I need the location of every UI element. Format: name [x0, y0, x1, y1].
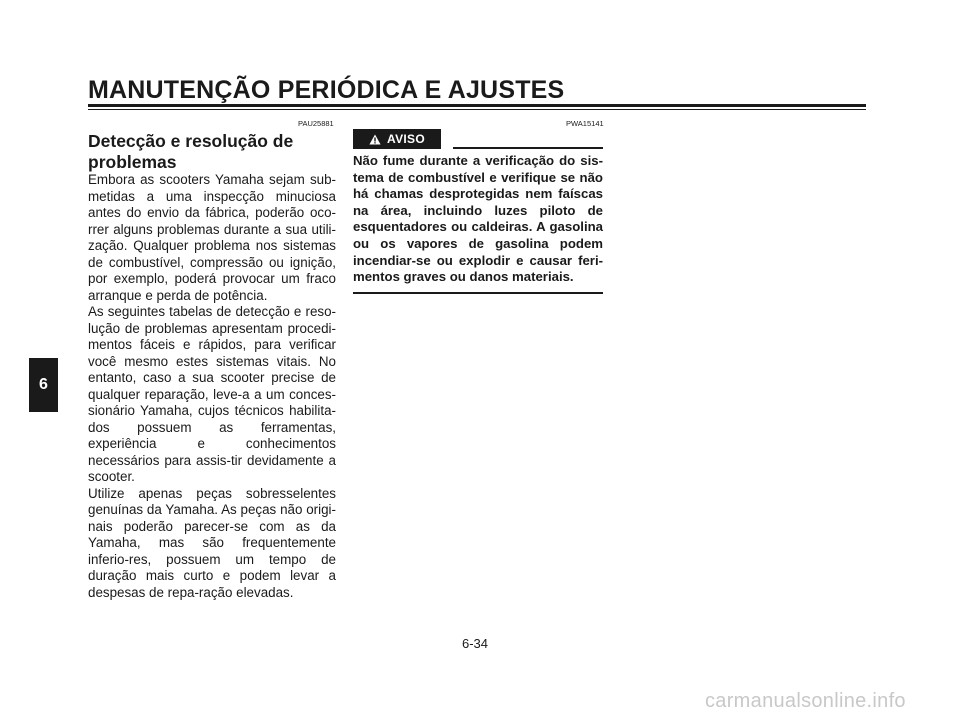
warning-label: AVISO	[387, 132, 425, 146]
paragraph: Utilize apenas peças sobresselentes genuínas da Yamaha. As peças não origi-nais poderão parecer-se com as da Yamaha, mas são frequentemente inferio-res, possuem um tempo de duração mais curto e podem levar a despesas de repa-ração elevadas.	[88, 485, 336, 600]
chapter-tab-label: 6	[39, 376, 48, 393]
title-rule-thin	[88, 109, 866, 110]
section-heading: Detecção e resolução de problemas	[88, 131, 294, 172]
warning-bottom-rule	[353, 292, 603, 294]
paragraph: As seguintes tabelas de detecção e reso-lução de problemas apresentam procedi-mentos fáceis e rápidos, para verificar você mesmo estes sistemas vitais. No entanto, caso a sua scooter precise de qualquer reparação, leve-a a um conces-sionário Yamaha, cujos técnicos habilita-dos possuem as ferramentas, experiência e conhecimentos necessários para assis-tir devidamente a scooter.	[88, 304, 336, 484]
paragraph: Embora as scooters Yamaha sejam sub-metidas a uma inspecção minuciosa antes do envio da fábrica, poderão oco-rrer alguns problemas durante a sua utili-zação. Qualquer problema nos sistemas de combustível, compressão ou ignição, por exemplo, poderá provocar um fraco arranque e perda de potência.	[88, 172, 336, 303]
warning-text: Não fume durante a verificação do sis-tema de combustível e verifique se não há chamas desprotegidas nem faíscas na área, incluindo luzes piloto de esquentadores ou caldeiras. A gasolina ou os vapores de gasolina podem incendiar-se ou explodir e causar feri-mentos graves ou danos materiais.	[353, 153, 603, 285]
chapter-tab	[29, 358, 58, 412]
watermark[interactable]: carmanualsonline.info	[705, 690, 906, 712]
page-number: 6-34	[462, 636, 489, 651]
body-text	[88, 172, 336, 601]
warning-header	[353, 127, 603, 149]
section-code: PAU25881	[298, 119, 334, 128]
warning-badge	[353, 129, 441, 149]
page-title: MANUTENÇÃO PERIÓDICA E AJUSTES	[88, 76, 565, 104]
warning-triangle-icon	[369, 134, 381, 145]
warning-code: PWA15141	[566, 119, 604, 128]
title-rule	[88, 104, 866, 107]
warning-box	[353, 127, 603, 294]
warning-header-rule	[453, 147, 603, 149]
